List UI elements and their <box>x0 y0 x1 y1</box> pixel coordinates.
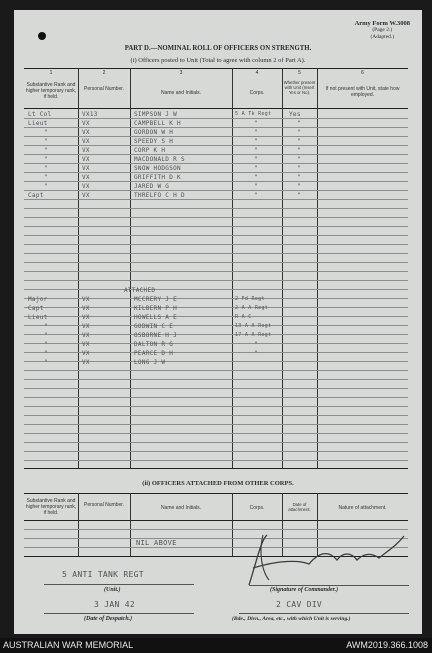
posted-number: VX13 <box>82 111 98 118</box>
attached-corps: 17 A A Regt <box>235 332 272 338</box>
posted-present: " <box>297 192 301 199</box>
table2-top-rule <box>24 493 408 494</box>
table1-row-rule <box>24 460 408 461</box>
table1-row-rule <box>24 280 408 281</box>
table1-header-rule <box>24 108 408 109</box>
attached-rank: " <box>44 341 48 348</box>
attached-rank: " <box>44 359 48 366</box>
attached-number: VX <box>82 359 90 366</box>
attached-rank: Major <box>28 296 48 303</box>
posted-rank: " <box>44 165 48 172</box>
posted-name: CAMPBELL K H <box>134 120 181 127</box>
attached-corps: 13 A A Regt <box>235 323 272 329</box>
attached-rank: " <box>44 323 48 330</box>
posted-rank: " <box>44 138 48 145</box>
bde-value: 2 CAV DIV <box>276 600 323 609</box>
attached-name: GODWIN C E <box>134 323 174 330</box>
table1-row-rule <box>24 163 408 164</box>
attached-number: VX <box>82 314 90 321</box>
document-page <box>14 10 422 634</box>
attached-number: VX <box>82 341 90 348</box>
table1-row-rule <box>24 370 408 371</box>
punch-hole <box>38 32 46 40</box>
table2-header-rule <box>24 520 408 521</box>
signature-line <box>249 585 409 586</box>
table2-header-nature: Nature of attachment. <box>338 505 387 511</box>
table1-row-rule <box>24 433 408 434</box>
attached-rank: " <box>44 332 48 339</box>
attached-number: VX <box>82 350 90 357</box>
col-num-1: 1 <box>49 70 53 76</box>
table1-row-rule <box>24 415 408 416</box>
unit-value: 5 ANTI TANK REGT <box>62 570 144 579</box>
posted-present: " <box>297 174 301 181</box>
posted-corps: " <box>254 192 258 199</box>
table1-row-rule <box>24 271 408 272</box>
posted-name: SNOW HODGSON <box>134 165 181 172</box>
form-page: (Page 2.) <box>372 27 393 33</box>
attached-number: VX <box>82 305 90 312</box>
table1-row-rule <box>24 226 408 227</box>
attached-rank: Lieut <box>28 314 48 321</box>
table2-header-name: Name and Initials. <box>160 505 202 511</box>
table1-row-rule <box>24 379 408 380</box>
table1-row-rule <box>24 289 408 290</box>
table2-header-rank: Substantive Rank and higher temporary rank, if held. <box>25 498 77 516</box>
header-corps: Corps. <box>249 90 265 96</box>
table1-bottom-rule <box>24 468 408 469</box>
posted-number: VX <box>82 183 90 190</box>
table1-row-rule <box>24 127 408 128</box>
unit-line <box>44 584 194 585</box>
table1-row-rule <box>24 208 408 209</box>
attached-heading: ATTACHED <box>124 287 156 294</box>
table1-row-rule <box>24 442 408 443</box>
posted-present: " <box>297 147 301 154</box>
attached-rank: " <box>44 350 48 357</box>
attached-name: DALTON R G <box>134 341 174 348</box>
posted-rank: " <box>44 183 48 190</box>
posted-present: " <box>297 129 301 136</box>
table1-divider <box>78 68 79 468</box>
signature-label: (Signature of Commander.) <box>270 587 339 593</box>
table1-row-rule <box>24 199 408 200</box>
posted-number: VX <box>82 138 90 145</box>
posted-corps: " <box>254 120 258 127</box>
table1-row-rule <box>24 154 408 155</box>
attached-corps: 2 A A Regt <box>235 305 269 311</box>
table1-divider <box>130 68 131 468</box>
posted-number: VX <box>82 147 90 154</box>
attached-number: VX <box>82 323 90 330</box>
despatch-date-value: 3 JAN 42 <box>94 600 135 609</box>
posted-rank: Lt Col <box>28 111 52 118</box>
table1-row-rule <box>24 424 408 425</box>
posted-corps: " <box>254 156 258 163</box>
form-adapted: (Adapted.) <box>370 34 395 40</box>
posted-corps: " <box>254 129 258 136</box>
bde-line <box>239 613 409 614</box>
posted-number: VX <box>82 174 90 181</box>
table1-row-rule <box>24 397 408 398</box>
posted-present: " <box>297 120 301 127</box>
header-rank: Substantive Rank and higher temporary rank, if held. <box>25 82 77 100</box>
posted-present: " <box>297 138 301 145</box>
posted-corps: 5 A Tk Regt <box>235 111 272 117</box>
col-num-4: 4 <box>255 70 259 76</box>
table1-row-rule <box>24 190 408 191</box>
posted-name: GORDON W H <box>134 129 174 136</box>
posted-rank: Capt <box>28 192 44 199</box>
table1-divider <box>232 68 233 468</box>
posted-rank: " <box>44 156 48 163</box>
posted-name: JARED W G <box>134 183 170 190</box>
attached-corps: R A C <box>235 314 252 320</box>
table1-top-rule <box>24 68 408 69</box>
page-title: PART D.—NOMINAL ROLL OF OFFICERS ON STRENGTH. <box>124 45 312 52</box>
col-num-5: 5 <box>298 70 301 76</box>
col-num-2: 2 <box>102 70 106 76</box>
bde-label: (Bde., Divn., Area, etc., with which Unit is serving.) <box>232 616 351 622</box>
header-present: Whether present with Unit (Insert Yes or No). <box>283 80 316 95</box>
header-name: Name and Initials. <box>160 90 202 96</box>
posted-corps: " <box>254 183 258 190</box>
attached-number: VX <box>82 296 90 303</box>
attached-corps: 2 Fd Regt <box>235 296 265 302</box>
posted-rank: " <box>44 147 48 154</box>
table1-divider <box>282 68 283 468</box>
header-personal-number: Personal Number. <box>83 86 125 92</box>
attached-name: LONG J W <box>134 359 166 366</box>
posted-rank: Lieut <box>28 120 48 127</box>
col-num-3: 3 <box>179 70 183 76</box>
table1-row-rule <box>24 181 408 182</box>
table2-header-corps: Corps. <box>249 505 265 511</box>
posted-number: VX <box>82 129 90 136</box>
unit-label: (Unit.) <box>104 587 121 593</box>
posted-rank: " <box>44 129 48 136</box>
attached-name: HOWELLS A E <box>134 314 178 321</box>
section-1-title: (i) Officers posted to Unit (Total to agree with column 2 of Part A). <box>130 57 306 64</box>
table1-row-rule <box>24 253 408 254</box>
posted-name: MACDONALD R S <box>134 156 185 163</box>
posted-name: SPEEDY S H <box>134 138 174 145</box>
posted-present: " <box>297 165 301 172</box>
despatch-date-label: (Date of Despatch.) <box>84 616 133 622</box>
table1-row-rule <box>24 388 408 389</box>
table1-row-rule <box>24 235 408 236</box>
posted-present: Yes <box>289 111 301 118</box>
caption-institution: AUSTRALIAN WAR MEMORIAL <box>3 640 134 650</box>
posted-number: VX <box>82 165 90 172</box>
attached-name: MCCRERY J E <box>134 296 178 303</box>
attached-rank: Capt <box>28 305 44 312</box>
posted-present: " <box>297 156 301 163</box>
commander-signature <box>239 530 409 590</box>
table1-row-rule <box>24 406 408 407</box>
table2-header-date: Date of attachment. <box>288 502 311 512</box>
section-2-title: (ii) OFFICERS ATTACHED FROM OTHER CORPS. <box>142 480 294 487</box>
table1-row-rule <box>24 262 408 263</box>
posted-name: THRELFO C H D <box>134 192 185 199</box>
posted-name: CORP K H <box>134 147 166 154</box>
table2-header-number: Personal Number. <box>83 502 125 508</box>
attached-corps: " <box>254 350 258 357</box>
posted-present: " <box>297 183 301 190</box>
form-reference <box>355 20 410 41</box>
posted-corps: " <box>254 147 258 154</box>
table1-divider <box>317 68 318 468</box>
attached-number: VX <box>82 332 90 339</box>
table1-row-rule <box>24 172 408 173</box>
attached-name: OSBORNE H J <box>134 332 178 339</box>
table1-row-rule <box>24 217 408 218</box>
col-num-6: 6 <box>361 70 364 76</box>
table1-row-rule <box>24 451 408 452</box>
posted-corps: " <box>254 174 258 181</box>
header-employed: If not present with Unit, state how employed. <box>325 86 400 98</box>
posted-name: GRIFFITH D K <box>134 174 181 181</box>
attached-name: KILBERN P H <box>134 305 178 312</box>
posted-rank: " <box>44 174 48 181</box>
posted-number: VX <box>82 156 90 163</box>
posted-corps: " <box>254 165 258 172</box>
table1-row-rule <box>24 136 408 137</box>
form-number: Army Form W.3008 <box>354 20 410 27</box>
caption-accession: AWM2019.366.1008 <box>346 640 428 650</box>
attached-corps: " <box>254 341 258 348</box>
posted-number: VX <box>82 120 90 127</box>
posted-corps: " <box>254 138 258 145</box>
posted-number: VX <box>82 192 90 199</box>
table2-entry: NIL ABOVE <box>136 539 177 547</box>
table1-row-rule <box>24 118 408 119</box>
table1-row-rule <box>24 244 408 245</box>
date-line <box>44 613 194 614</box>
posted-name: SIMPSON J W <box>134 111 178 118</box>
table1-row-rule <box>24 145 408 146</box>
attached-name: PEARCE D H <box>134 350 174 357</box>
